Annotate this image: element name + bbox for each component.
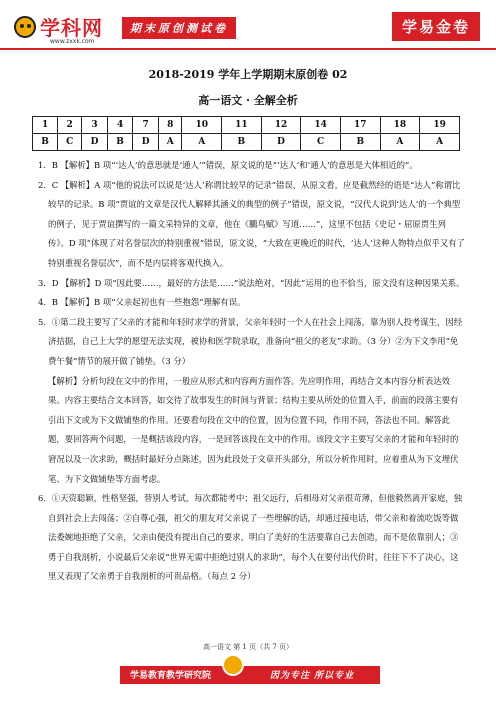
explanation-paragraph: 5．①第二段主要写了父亲的才能和年轻时求学的背景，父亲年轻时一个人在社会上闯荡，靠为别人投考谋生，因经济拮据，自己上大学的愿望无法实现，被协和医学院录取，准备向“祖父的老友”求助。（3 分）②为下文李用“免费午餐”情节的展开做了铺垫。（3 分） xyxy=(38,316,463,366)
answer-table xyxy=(32,116,460,151)
question-number: 18 xyxy=(380,117,420,134)
question-number: 8 xyxy=(159,117,182,134)
answer-letter: B xyxy=(33,134,58,151)
explanation-paragraph: 3．D 【解析】D 项“因此要……，最好的方法是……”说法绝对，“因此”运用的也不恰当，原文没有这种因果关系。 xyxy=(38,277,465,288)
explanation-paragraph: 6．①天资聪颖，性格坚强，替别人考试，每次都能考中；祖父远行，后相母对父亲很苛薄，但他毅然离开家庭，独自到社会上去闯荡；②自尊心强，祖父的朋友对父亲说了一些埋解的话，却通过接电话，带父亲和着流吃饭等做法委婉地拒绝了父亲，父亲由便没有提出自己的要求，明白了美好的生活要靠自己去创造，而不是依靠别人；③勇于自我剖析，小说最后父亲说“世界无需中拒绝过别人的求助”，每个人在要付出代价时，往往下不了决心，这里又表现了父亲勇于自我剖析的可贵品格。（每点 2 分） xyxy=(38,493,463,582)
answer-letter: C xyxy=(58,134,82,151)
page-number: 高一语文 第 1 页（共 7 页） xyxy=(202,643,294,651)
brand-tag: 学易金卷 xyxy=(392,12,480,41)
explanations xyxy=(38,156,466,587)
answer-letter: B xyxy=(107,134,132,151)
document-title: 2018-2019 学年上学期期末原创卷 02 xyxy=(148,68,348,81)
answer-table-answer-row xyxy=(33,134,460,151)
explanation-paragraph: 2．C 【解析】A 项“他的说法可以说是‘达人’称谓比较早的记录”错误，从原文看，应是截然经的语是“达人”称谓比较早的记录。B 项“贾谊的文章是汉代人解释其涵义的典型的例子”错误，原文说，“汉代人说到‘达人’的一个典型的例子，见于贾谊撰写的一篇文采特异的文章，他在《鵩鸟赋》写道……”，这里不包括《史记・屈原贾生列传》。D 项“体现了对名誉层次的特别重视”错误，原文说，“大致在更晚近的时代，‘达人’这种人物特点似乎又有了特别重视名誉层次”，而不是内层将客观代换入。 xyxy=(38,179,465,268)
answer-table-number-row xyxy=(33,117,460,134)
question-number: 10 xyxy=(182,117,222,134)
footer-band xyxy=(0,654,496,702)
question-number: 19 xyxy=(420,117,460,134)
answer-letter: A xyxy=(420,134,460,151)
header xyxy=(0,0,496,58)
answer-letter: D xyxy=(133,134,159,151)
document-subtitle: 高一语文 · 全解全析 xyxy=(198,94,298,107)
question-number: 7 xyxy=(133,117,159,134)
question-number: 14 xyxy=(301,117,341,134)
answer-letter: D xyxy=(261,134,301,151)
explanation-paragraph: 1．B 【解析】B 项“‘达人’的意思就是‘通人’”错误，原文说的是“‘达人’和‘通人’的意思是大体相近的”。 xyxy=(38,160,418,170)
footer-institute: 学易教育教学研究院 xyxy=(130,671,212,681)
explanation-paragraph: 4．B 【解析】B 项“父亲起初也有一些抱怨”理解有误。 xyxy=(38,297,246,308)
mascot-icon xyxy=(14,16,36,38)
question-number: 12 xyxy=(261,117,301,134)
question-number: 4 xyxy=(107,117,132,134)
header-divider xyxy=(0,48,496,50)
answer-letter: A xyxy=(380,134,420,151)
explanation-paragraph: 【解析】分析句段在文中的作用，一般应从形式和内容两方面作答。先应明作用，再结合文本内容分析表达效果。内容主要结合文本回答，如交待了故事发生的时间与背景；结构主要从所处的位置入手，前面的段落主要有引出下文或为下文做铺垫的作用。还要看句段在文中的位置，因为位置不同，作用不同，答法也不同。解答此题，要回答两个问题，一是概括该段内容，一是回答该段在文中的作用。该段文字主要写父亲的才能和年轻时的窘况以及一次求助，概括时最好分点陈述，因为此段处于文章开头部分，所以分析作用时，应着重从为下文埋伏笔、为下文做铺垫等方面考虑。 xyxy=(48,375,459,484)
question-number: 3 xyxy=(82,117,108,134)
series-tag: 期末原创测试卷 xyxy=(122,17,236,39)
question-number: 2 xyxy=(58,117,82,134)
answer-letter: D xyxy=(82,134,108,151)
answer-letter: C xyxy=(301,134,341,151)
answer-letter: A xyxy=(182,134,222,151)
answer-letter: B xyxy=(222,134,262,151)
answer-letter: A xyxy=(159,134,182,151)
answer-letter: B xyxy=(340,134,380,151)
logo-url: www.zxxk.com xyxy=(50,38,95,45)
question-number: 11 xyxy=(222,117,262,134)
logo-text: 学科网 xyxy=(40,16,103,40)
question-number: 17 xyxy=(340,117,380,134)
footer-slogan: 因为专注 所以专业 xyxy=(270,671,355,681)
logo[interactable] xyxy=(14,12,244,48)
graduation-cap-icon xyxy=(222,654,244,676)
question-number: 1 xyxy=(33,117,58,134)
